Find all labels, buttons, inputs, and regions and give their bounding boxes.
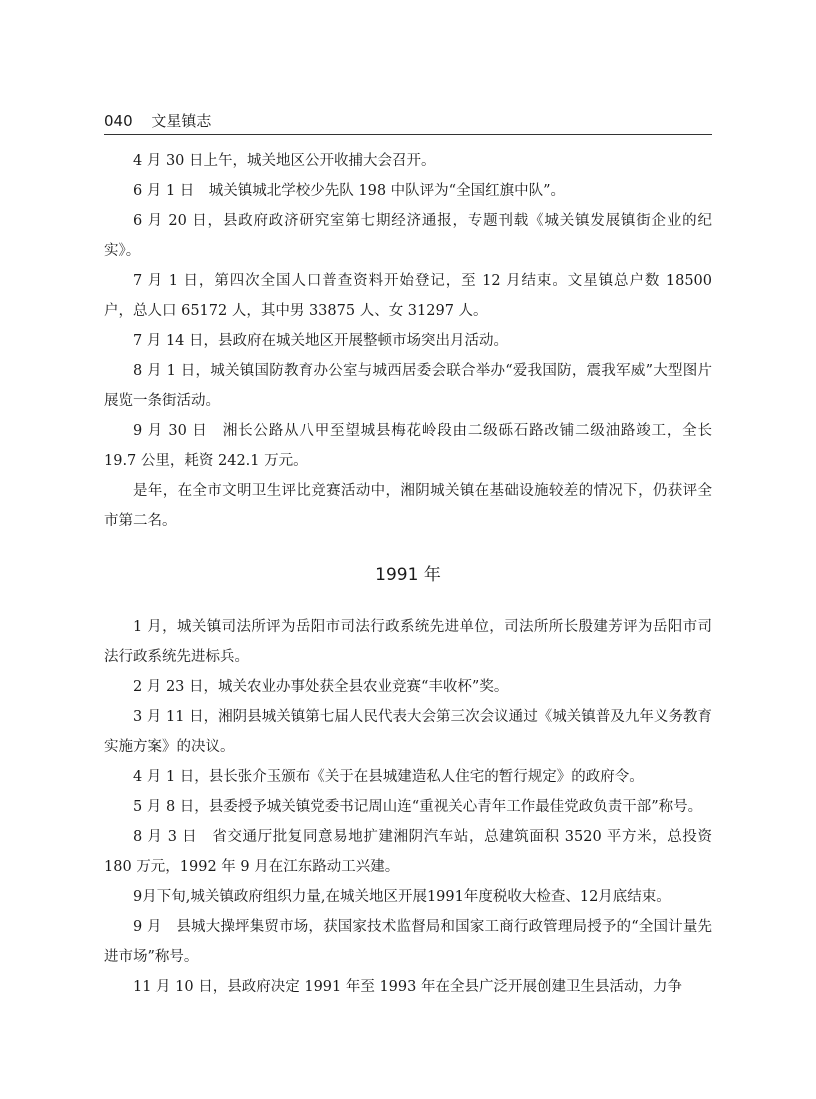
- page-content: [104, 146, 712, 1002]
- chronicle-entry: 3 月 11 日，湘阴县城关镇第七届人民代表大会第三次会议通过《城关镇普及九年义务教育实施方案》的决议。: [104, 709, 712, 755]
- chronicle-entry: 5 月 8 日，县委授予城关镇党委书记周山连“重视关心青年工作最佳党政负责干部”称号。: [133, 799, 703, 815]
- chronicle-entry: 4 月 1 日，县长张介玉颁布《关于在县城建造私人住宅的暂行规定》的政府令。: [133, 769, 644, 785]
- chronicle-entry: 7 月 14 日，县政府在城关地区开展整顿市场突出月活动。: [133, 333, 509, 349]
- chronicle-entry: 8 月 1 日，城关镇国防教育办公室与城西居委会联合举办“爱我国防，震我军威”大型图片展览一条街活动。: [104, 363, 712, 409]
- chronicle-entry: 6 月 20 日，县政府政济研究室第七期经济通报，专题刊载《城关镇发展镇街企业的纪实》。: [104, 213, 712, 259]
- section-1991-entries: [104, 612, 712, 1002]
- book-title: 文星镇志: [151, 112, 212, 130]
- chronicle-entry: 9月下旬,城关镇政府组织力量,在城关地区开展1991年度税收大检查、12月底结束。: [133, 889, 671, 905]
- chronicle-entry: 8 月 3 日 省交通厅批复同意易地扩建湘阴汽车站，总建筑面积 3520 平方米，总投资 180 万元，1992 年 9 月在江东路动工兴建。: [104, 829, 712, 875]
- chronicle-entry: 4 月 30 日上午，城关地区公开收捕大会召开。: [133, 153, 436, 169]
- chronicle-entry: 2 月 23 日，城关农业办事处获全县农业竞赛“丰收杯”奖。: [133, 679, 509, 695]
- section-1990-entries: [104, 146, 712, 536]
- chronicle-entry: 11 月 10 日，县政府决定 1991 年至 1993 年在全县广泛开展创建卫生县活动，力争: [133, 979, 682, 995]
- chronicle-entry: 7 月 1 日，第四次全国人口普查资料开始登记，至 12 月结束。文星镇总户数 18500 户，总人口 65172 人，其中男 33875 人、女 31297 人。: [104, 273, 712, 319]
- chronicle-entry: 9 月 县城大操坪集贸市场，获国家技术监督局和国家工商行政管理局授予的“全国计量先进市场”称号。: [104, 919, 712, 965]
- chronicle-entry: 6 月 1 日 城关镇城北学校少先队 198 中队评为“全国红旗中队”。: [133, 183, 565, 199]
- chronicle-entry: 是年，在全市文明卫生评比竞赛活动中，湘阴城关镇在基础设施较差的情况下，仍获评全市第二名。: [104, 483, 712, 529]
- page-number: 040: [104, 112, 133, 130]
- year-heading: 1991 年: [375, 565, 441, 585]
- chronicle-entry: 1 月，城关镇司法所评为岳阳市司法行政系统先进单位，司法所所长殷建芳评为岳阳市司法行政系统先进标兵。: [104, 619, 712, 665]
- running-header: [104, 112, 712, 135]
- chronicle-entry: 9 月 30 日 湘长公路从八甲至望城县梅花岭段由二级砾石路改铺二级油路竣工，全长 19.7 公里，耗资 242.1 万元。: [104, 423, 712, 469]
